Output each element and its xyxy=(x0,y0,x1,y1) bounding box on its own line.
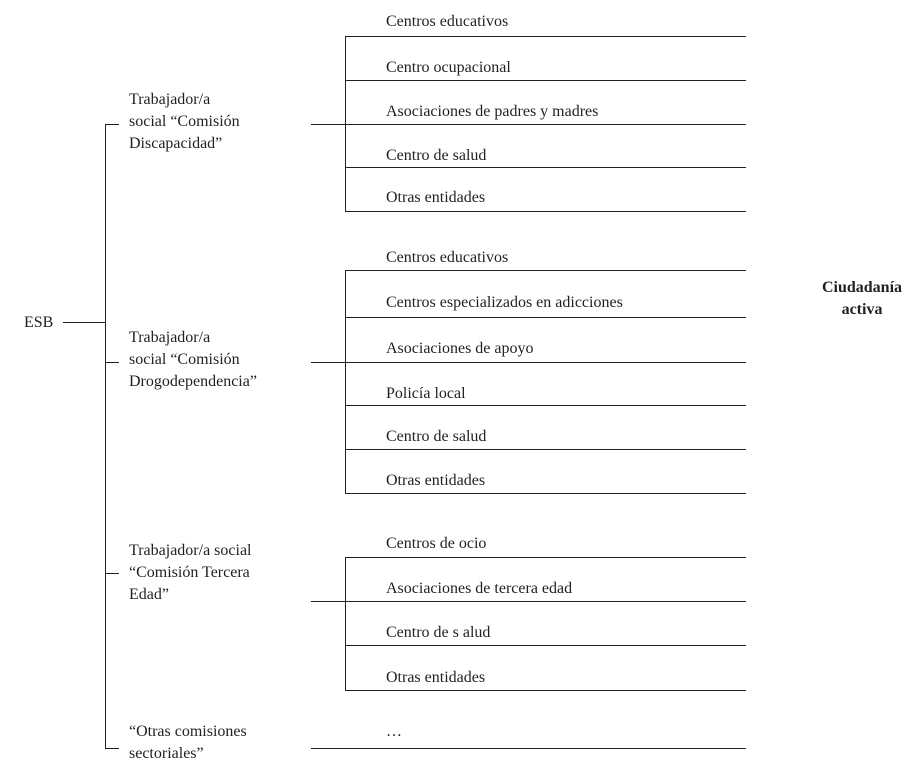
group3-label-line: Trabajador/a social xyxy=(129,542,252,559)
group1-item: Centros educativos xyxy=(386,13,509,30)
root-connector xyxy=(63,322,105,323)
group2-item: Centros educativos xyxy=(386,249,509,266)
group2-item-line xyxy=(345,362,746,363)
group1-label-line: Trabajador/a xyxy=(129,91,211,108)
group3-item: Asociaciones de tercera edad xyxy=(386,580,573,597)
group1-item: Asociaciones de padres y madres xyxy=(386,103,599,120)
target-label-line: Ciudadanía xyxy=(821,279,903,296)
group2-label-line: Trabajador/a xyxy=(129,329,211,346)
group3-bracket xyxy=(345,557,346,690)
group1-label-line: Discapacidad” xyxy=(129,135,223,152)
group1-connector xyxy=(311,124,345,125)
group3-label-line: Edad” xyxy=(129,586,169,603)
group3-item-line xyxy=(345,690,746,691)
group2-stub xyxy=(105,362,119,363)
group1-label xyxy=(129,89,240,155)
group1-stub xyxy=(105,124,119,125)
group4-label-line: sectoriales” xyxy=(129,745,204,762)
group4-label-line: “Otras comisiones xyxy=(129,723,247,740)
group1-item: Centro ocupacional xyxy=(386,59,511,76)
group2-item-line xyxy=(345,449,746,450)
root-label: ESB xyxy=(24,314,54,331)
group3-label-line: “Comisión Tercera xyxy=(129,564,250,581)
group3-stub xyxy=(105,573,119,574)
group2-item: Otras entidades xyxy=(386,472,486,489)
group4-connector xyxy=(311,748,746,749)
group2-item-line xyxy=(345,317,746,318)
group1-label-line: social “Comisión xyxy=(129,113,240,130)
group2-item-line xyxy=(345,405,746,406)
main-vertical-bracket xyxy=(105,124,106,749)
group1-item-line xyxy=(345,211,746,212)
group2-item-line xyxy=(345,493,746,494)
group3-connector xyxy=(311,601,345,602)
group3-item-line xyxy=(345,601,746,602)
group2-item: Policía local xyxy=(386,385,466,402)
group4-stub xyxy=(105,748,119,749)
group1-item-line xyxy=(345,36,746,37)
group2-item: Centros especializados en adicciones xyxy=(386,294,623,311)
group2-label-line: Drogodependencia” xyxy=(129,373,257,390)
group2-bracket xyxy=(345,270,346,493)
group1-item-line xyxy=(345,124,746,125)
group3-item: Otras entidades xyxy=(386,669,486,686)
target-label-line: activa xyxy=(841,301,883,318)
group4-label xyxy=(129,721,247,765)
group1-item-line xyxy=(345,167,746,168)
group1-item: Centro de salud xyxy=(386,147,487,164)
group2-item-line xyxy=(345,270,746,271)
group3-item-line xyxy=(345,557,746,558)
group3-item: Centro de s alud xyxy=(386,624,491,641)
group2-label xyxy=(129,327,257,393)
group2-connector xyxy=(311,362,345,363)
group1-item-line xyxy=(345,80,746,81)
group3-item-line xyxy=(345,645,746,646)
group2-item: Asociaciones de apoyo xyxy=(386,340,534,357)
target-label xyxy=(820,277,904,321)
group3-item: Centros de ocio xyxy=(386,535,487,552)
group1-item: Otras entidades xyxy=(386,189,486,206)
group4-item: … xyxy=(386,723,402,740)
group2-label-line: social “Comisión xyxy=(129,351,240,368)
group3-label xyxy=(129,540,251,606)
group2-item: Centro de salud xyxy=(386,428,487,445)
